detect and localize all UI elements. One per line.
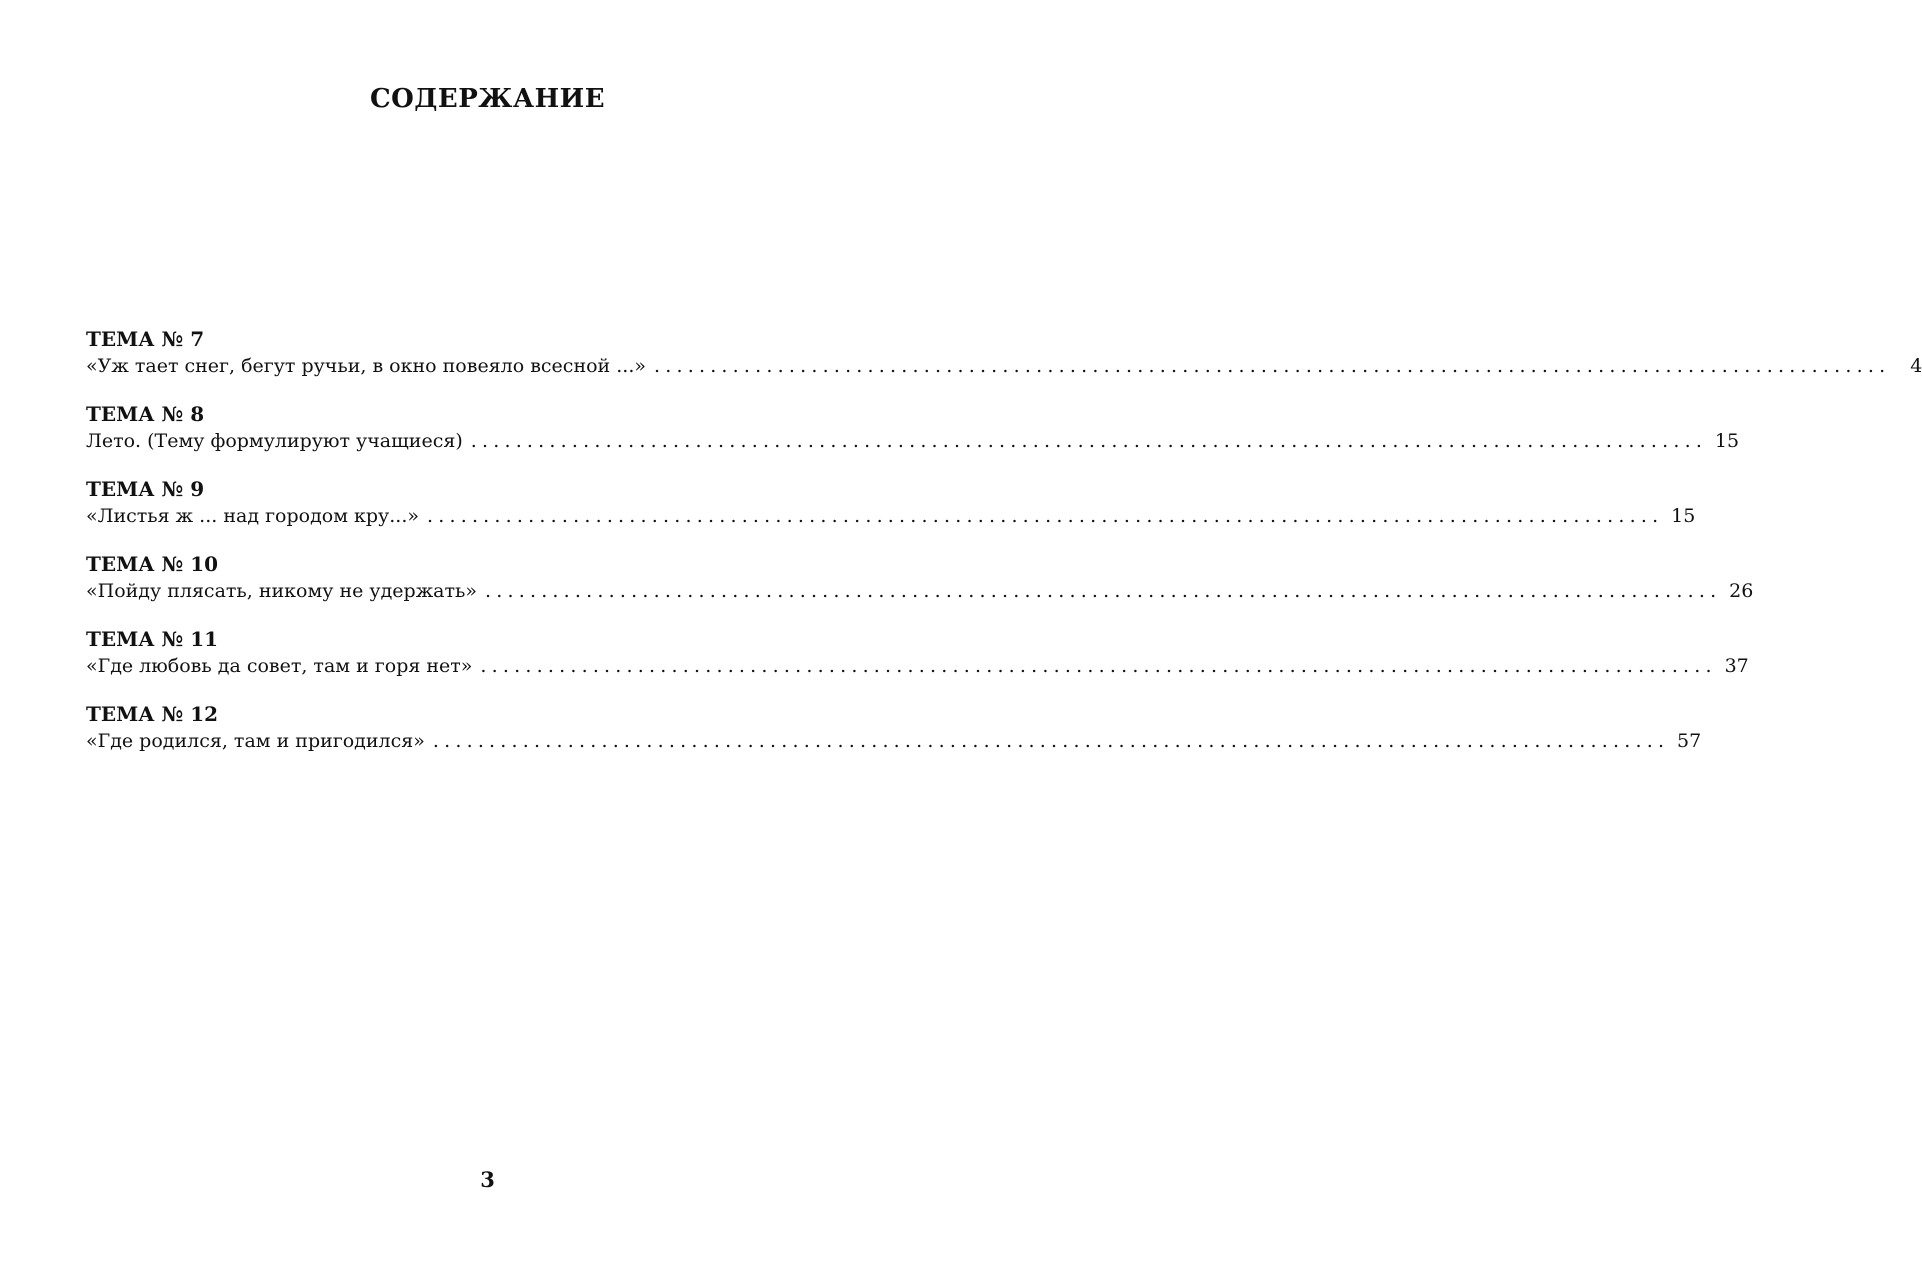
toc-page-number: 15 [1714,430,1740,452]
toc-entry-title: «Где родился, там и пригодился» [86,730,425,752]
page-number: 3 [480,1167,495,1192]
toc-page-number: 37 [1724,655,1749,677]
toc-theme-label: ТЕМА № 7 [86,327,205,351]
toc-dot-leader: .............................................................................................................. [426,505,1664,527]
toc-entry-theme-10[interactable] [86,551,1754,626]
toc-entry-title: «Листья ж ... над городом кру...» [86,505,419,527]
toc-theme-label: ТЕМА № 11 [86,627,219,651]
toc-line [86,578,1754,605]
toc-theme-label: ТЕМА № 10 [86,552,219,576]
toc-theme-label: ТЕМА № 9 [86,477,205,501]
toc-entry-title: «Где любовь да совет, там и горя нет» [86,655,473,677]
toc-entry-theme-9[interactable] [86,476,1696,551]
toc-dot-leader: .............................................................................................................. [485,580,1722,602]
toc-page-number: 57 [1677,730,1702,752]
toc-dot-leader: .............................................................................................................. [470,430,1708,452]
toc-line [86,503,1696,530]
table-of-contents [86,326,1922,776]
toc-line [86,653,1749,680]
toc-entry-title: «Уж тает снег, бегут ручьи, в окно повеяло всесной ...» [86,355,646,377]
toc-page-number: 4 [1910,355,1922,377]
toc-entry-theme-7[interactable] [86,326,1922,401]
toc-theme-label: ТЕМА № 12 [86,702,219,726]
toc-entry-theme-11[interactable] [86,626,1749,701]
toc-line [86,428,1740,455]
toc-entry-theme-8[interactable] [86,401,1740,476]
toc-entry-title: «Пойду плясать, никому не удержать» [86,580,477,602]
toc-dot-leader: .............................................................................................................. [654,355,1891,377]
page-title: СОДЕРЖАНИЕ [369,84,606,114]
toc-line [86,353,1922,380]
toc-page-number: 15 [1671,505,1696,527]
toc-entry-theme-12[interactable] [86,701,1702,776]
toc-entry-title: Лето. (Тему формулируют учащиеся) [86,430,463,452]
toc-dot-leader: .............................................................................................................. [480,655,1717,677]
toc-dot-leader: .............................................................................................................. [432,730,1670,752]
toc-theme-label: ТЕМА № 8 [86,402,205,426]
toc-line [86,728,1702,755]
toc-page-number: 26 [1729,580,1754,602]
